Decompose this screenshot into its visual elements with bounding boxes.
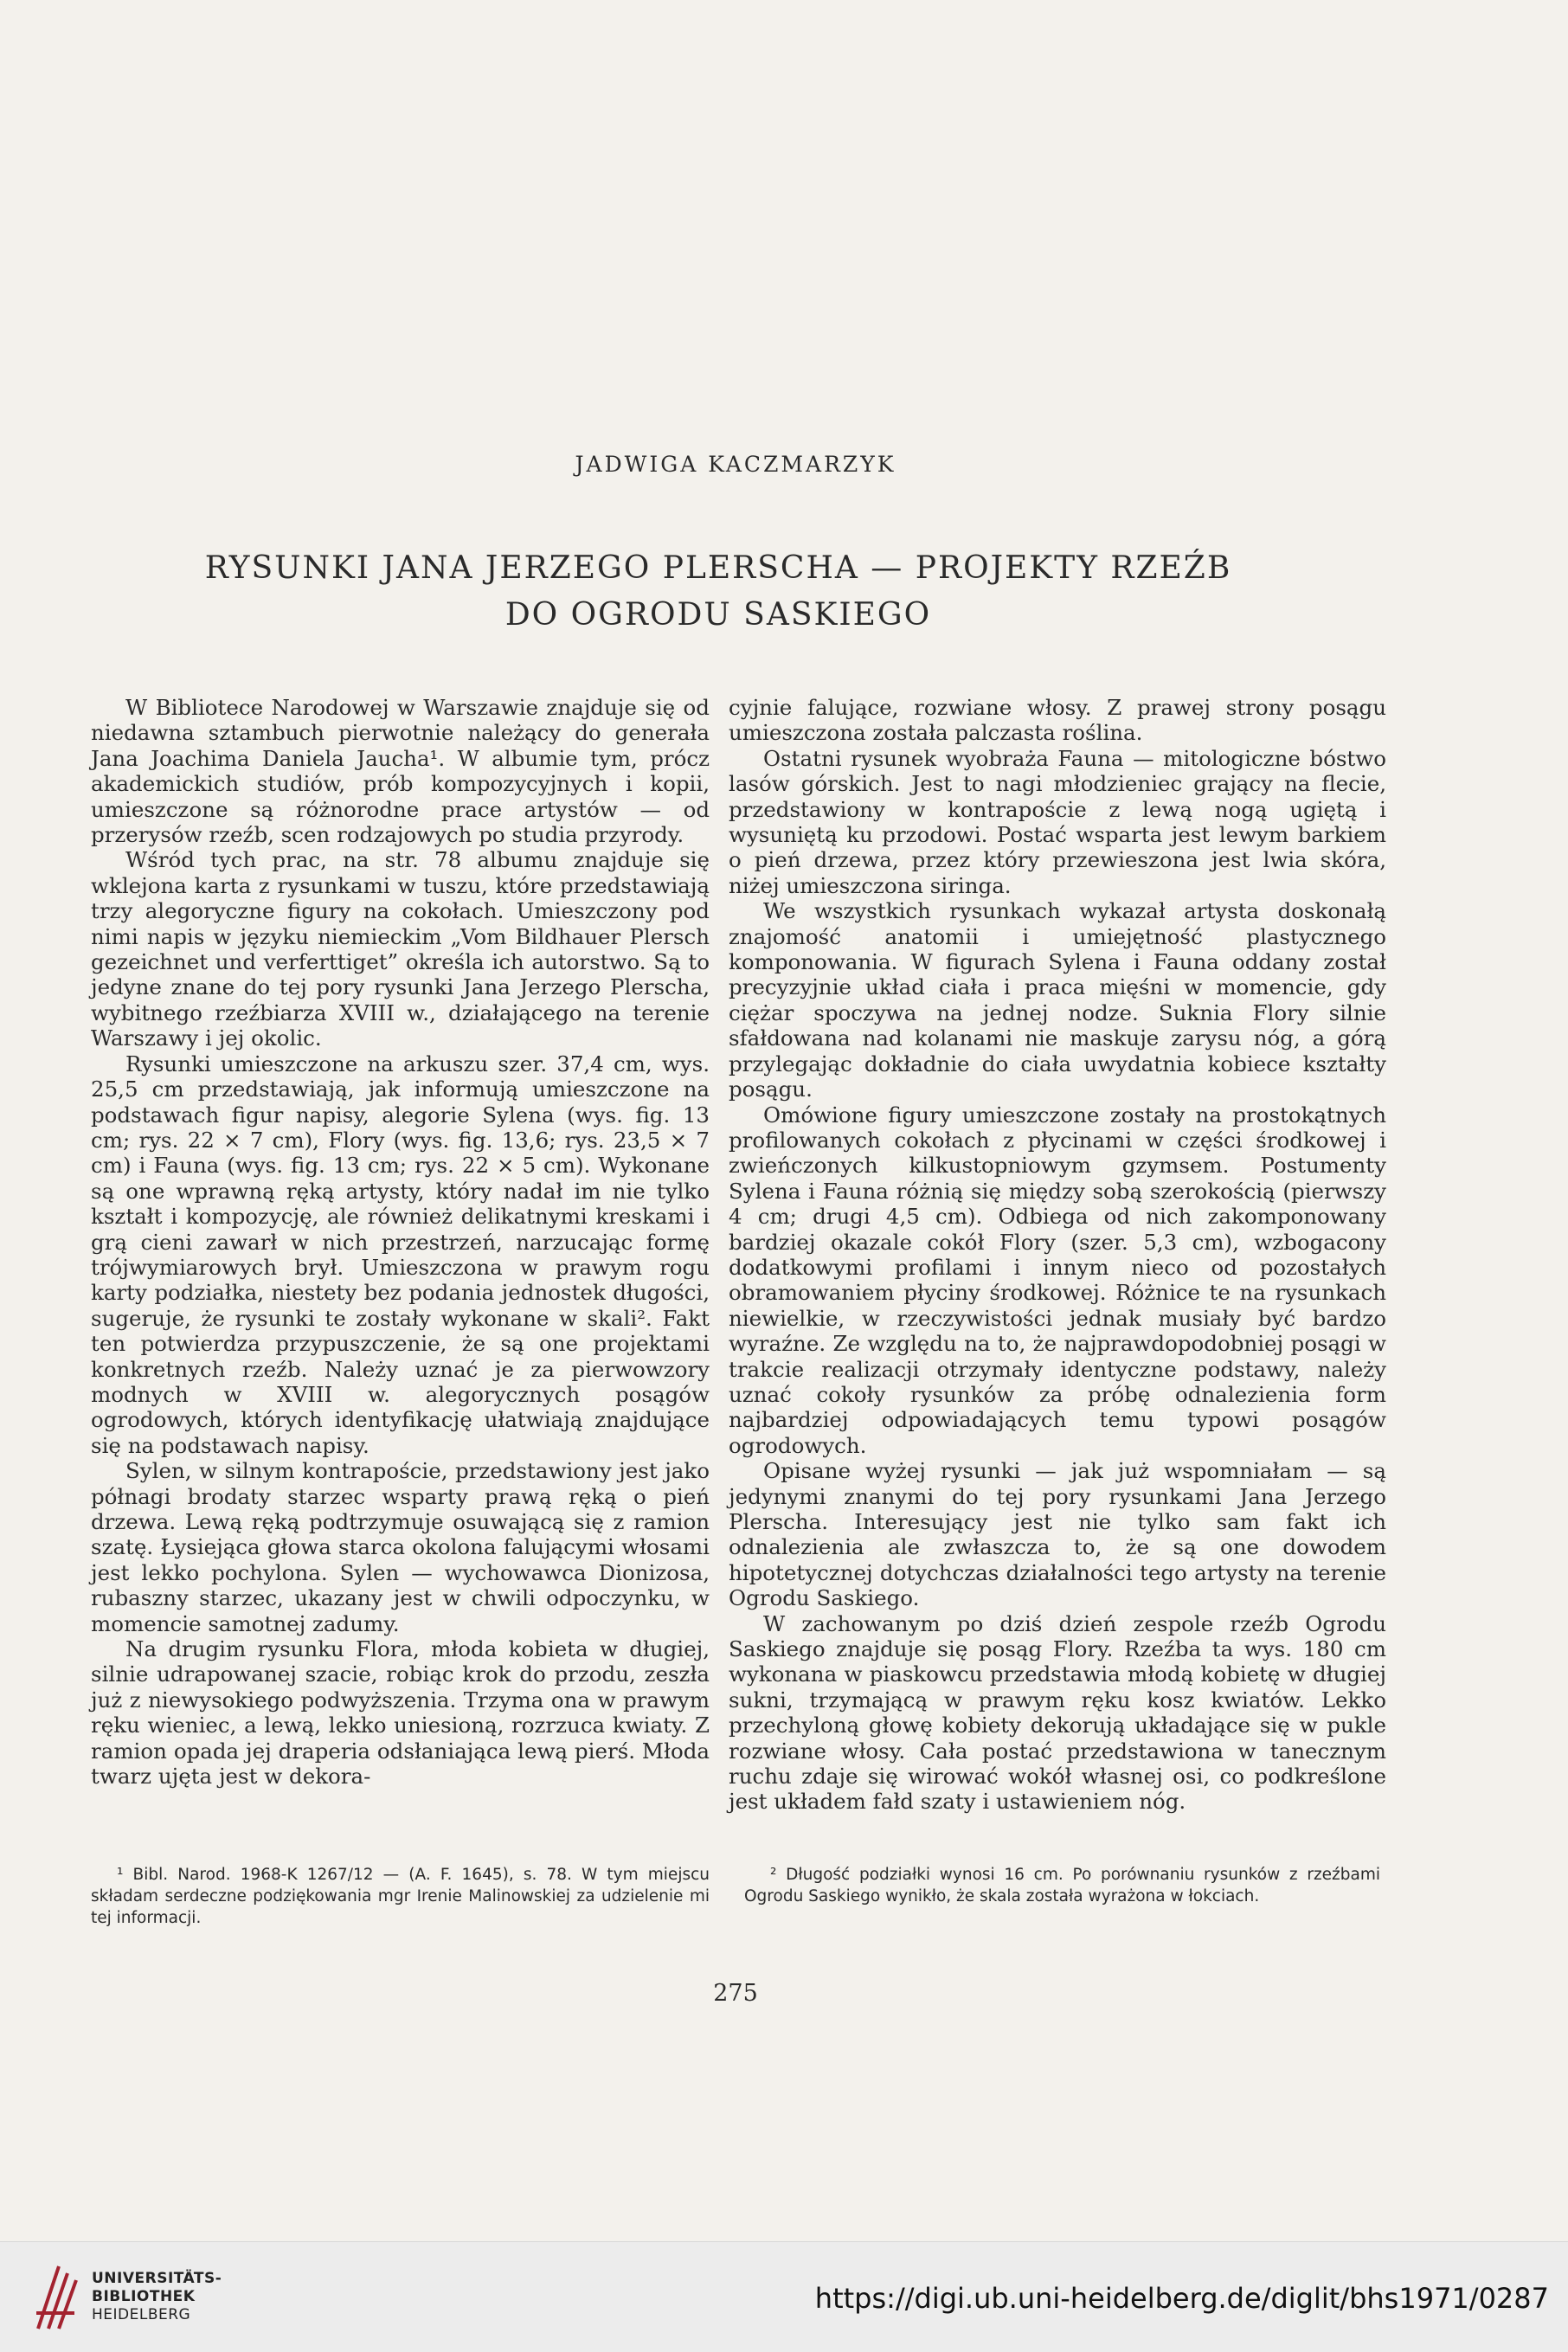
title-line-2: DO OGRODU SASKIEGO bbox=[504, 597, 932, 633]
title-line-1: RYSUNKI JANA JERZEGO PLERSCHA — PROJEKTY RZEŹB bbox=[204, 550, 1232, 586]
paragraph: Na drugim rysunku Flora, młoda kobieta w długiej, silnie udrapowanej szacie, robiąc krok do przodu, zeszła już z niewysokiego podwyższenia. Trzyma ona w prawym ręku wieniec, a lewą, lekko uniesioną, rozrzuca kwiaty. Z ramion opada jej draperia odsłaniająca lewą pierś. Młoda twarz ujęta jest w dekora- bbox=[91, 1636, 710, 1790]
library-name-line: UNIVERSITÄTS- bbox=[92, 2270, 222, 2287]
footnote-2 bbox=[744, 1864, 1380, 1907]
paragraph: Rysunki umieszczone na arkuszu szer. 37,4 cm, wys. 25,5 cm przedstawiają, jak informują umieszczone na podstawach figur napisy, alegorie Sylena (wys. fig. 13 cm; rys. 22 × 7 cm), Flory (wys. fig. 13,6; rys. 23,5 × 7 cm) i Fauna (wys. fig. 13 cm; rys. 22 × 5 cm). Wykonane są one wprawną ręką artysty, który nadał im nie tylko kształt i kompozycję, ale również delikatnymi kreskami i grą cieni zawarł w nich przestrzeń, narzucając formę trójwymiarowych brył. Umieszczona w prawym rogu karty podziałka, niestety bez podania jednostek długości, sugeruje, że rysunki te zostały wykonane w skali². Fakt ten potwierdza przypuszczenie, że są one projektami konkretnych rzeźb. Należy uznać je za pierwowzory modnych w XVIII w. alegorycznych posągów ogrodowych, których identyfikację ułatwiają znajdujące się na podstawach napisy. bbox=[91, 1051, 710, 1458]
heidelberg-logo-icon bbox=[33, 2261, 80, 2335]
article-title bbox=[0, 545, 1436, 639]
paragraph: We wszystkich rysunkach wykazał artysta doskonałą znajomość anatomii i umiejętność plastycznego komponowania. W figurach Sylena i Fauna oddany został precyzyjnie układ ciała i praca mięśni w momencie, gdy ciężar spoczywa na jednej nodze. Suknia Flory silnie sfałdowana nad kolanami nie maskuje zarysu nóg, a górą przylegając dokładnie do ciała uwydatnia kobiece kształty posągu. bbox=[729, 898, 1386, 1102]
text-column-right bbox=[729, 695, 1386, 1815]
paragraph: Sylen, w silnym kontrapoście, przedstawiony jest jako półnagi brodaty starzec wsparty prawą ręką o pień drzewa. Lewą ręką podtrzymuje osuwającą się z ramion szatę. Łysiejąca głowa starca okolona falującymi włosami jest lekko pochylona. Sylen — wychowawca Dionizosa, rubaszny starzec, ukazany jest w chwili odpoczynku, w momencie samotnej zadumy. bbox=[91, 1458, 710, 1636]
paragraph: Ostatni rysunek wyobraża Fauna — mitologiczne bóstwo lasów górskich. Jest to nagi młodzieniec grający na flecie, przedstawiony w kontrapoście z lewą nogą ugiętą i wysuniętą ku przodowi. Postać wsparta jest lewym barkiem o pień drzewa, przez który przewieszona jest lwia skóra, niżej umieszczona siringa. bbox=[729, 745, 1386, 898]
paragraph: W zachowanym po dziś dzień zespole rzeźb Ogrodu Saskiego znajduje się posąg Flory. Rzeźba ta wys. 180 cm wykonana w piaskowcu przedstawia młodą kobietę w długiej sukni, trzymającą w prawym ręku kosz kwiatów. Lekko przechyloną głowę kobiety dekorują układające się w pukle rozwiane włosy. Cała postać przedstawiona w tanecznym ruchu zdaje się wirować wokół własnej osi, co podkreślone jest układem fałd szaty i ustawieniem nóg. bbox=[729, 1610, 1386, 1815]
text-column-left bbox=[91, 695, 710, 1789]
page-number: 275 bbox=[713, 1980, 758, 2007]
permalink-url[interactable]: https://digi.ub.uni-heidelberg.de/diglit/bhs1971/0287 bbox=[814, 2282, 1549, 2315]
footnote-1 bbox=[91, 1864, 710, 1929]
paragraph: W Bibliotece Narodowej w Warszawie znajduje się od niedawna sztambuch pierwotnie należący do generała Jana Joachima Daniela Jaucha¹. W albumie tym, prócz akademickich studiów, prób kompozycyjnych i kopii, umieszczone są różnorodne prace artystów — od przerysów rzeźb, scen rodzajowych po studia przyrody. bbox=[91, 695, 710, 848]
library-name bbox=[92, 2270, 222, 2324]
paragraph: cyjnie falujące, rozwiane włosy. Z prawej strony posągu umieszczona została palczasta roślina. bbox=[729, 695, 1386, 746]
footnote-text: ¹ Bibl. Narod. 1968-K 1267/12 — (A. F. 1645), s. 78. W tym miejscu składam serdeczne podziękowania mgr Irenie Malinowskiej za udzielenie mi tej informacji. bbox=[91, 1866, 710, 1927]
library-name-line: HEIDELBERG bbox=[92, 2306, 191, 2323]
library-footer bbox=[0, 2241, 1568, 2352]
paragraph: Omówione figury umieszczone zostały na prostokątnych profilowanych cokołach z płycinami w części środkowej i zwieńczonych kilkustopniowym gzymsem. Postumenty Sylena i Fauna różnią się między sobą szerokością (pierwszy 4 cm; drugi 4,5 cm). Odbiega od nich zakomponowany bardziej okazale cokół Flory (szer. 5,3 cm), wzbogacony dodatkowymi profilami i innym nieco od pozostałych obramowaniem płyciny środkowej. Różnice te na rysunkach niewielkie, w rzeczywistości jednak musiały być bardzo wyraźne. Ze względu na to, że najprawdopodobniej posągi w trakcie realizacji otrzymały identyczne podstawy, należy uznać cokoły rysunków za próbę odnalezienia form najbardziej odpowiadających temu typowi posągów ogrodowych. bbox=[729, 1102, 1386, 1458]
paragraph: Opisane wyżej rysunki — jak już wspomniałam — są jedynymi znanymi do tej pory rysunkami Jana Jerzego Plerscha. Interesujący jest nie tylko sam fakt ich odnalezienia ale zwłaszcza to, że są one dowodem hipotetycznej dotychczas działalności tego artysty na terenie Ogrodu Saskiego. bbox=[729, 1458, 1386, 1611]
article-author: JADWIGA KACZMARZYK bbox=[575, 452, 896, 477]
library-name-line: BIBLIOTHEK bbox=[92, 2288, 196, 2305]
paragraph: Wśród tych prac, na str. 78 albumu znajduje się wklejona karta z rysunkami w tuszu, które przedstawiają trzy alegoryczne figury na cokołach. Umieszczony pod nimi napis w języku niemieckim „Vom Bildhauer Plersch gezeichnet und verferttiget” określa ich autorstwo. Są to jedyne znane do tej pory rysunki Jana Jerzego Plerscha, wybitnego rzeźbiarza XVIII w., działającego na terenie Warszawy i jej okolic. bbox=[91, 847, 710, 1051]
footnote-text: ² Długość podziałki wynosi 16 cm. Po porównaniu rysunków z rzeźbami Ogrodu Saskiego wynikło, że skala została wyrażona w łokciach. bbox=[744, 1866, 1380, 1905]
